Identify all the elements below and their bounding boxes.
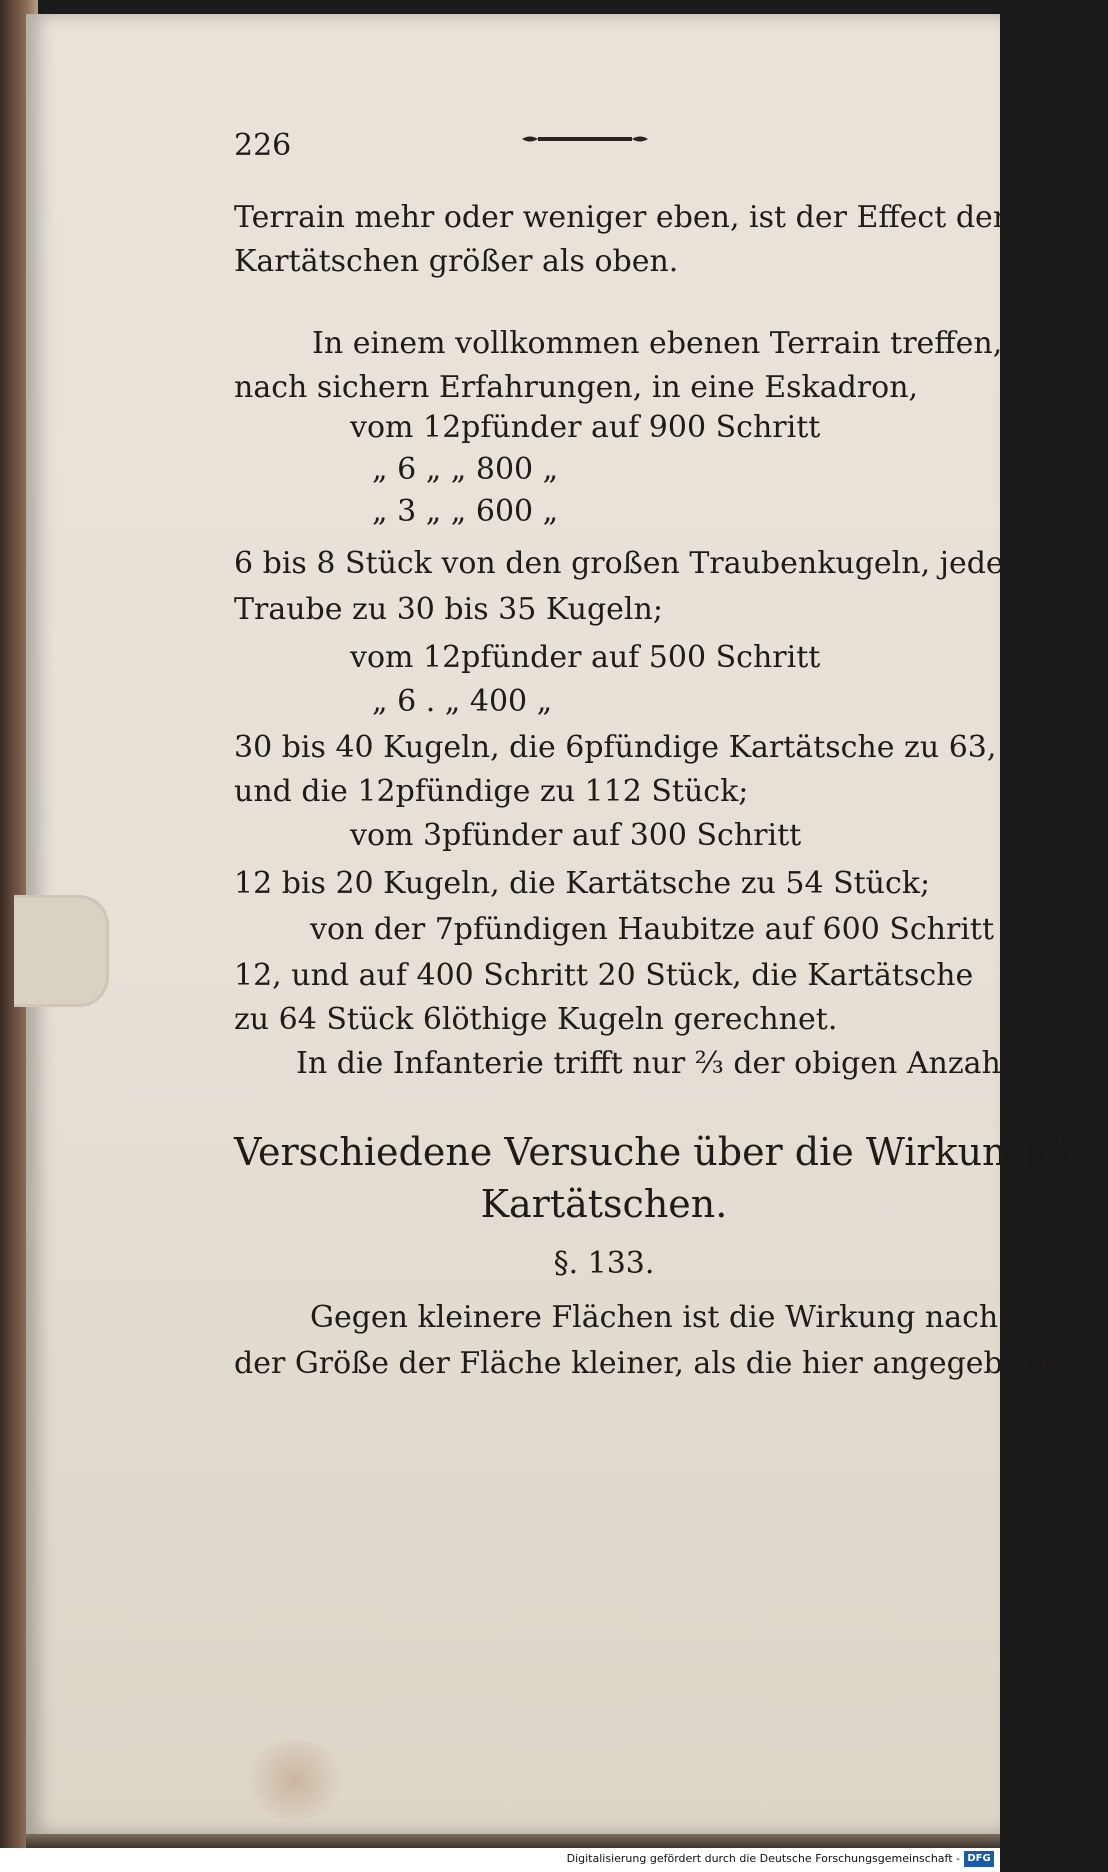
text-line: „ 6 . „ 400 „	[372, 684, 553, 719]
text-line: vom 12pfünder auf 500 Schritt	[350, 640, 821, 675]
text-line: 12 bis 20 Kugeln, die Kartätsche zu 54 Stück;	[234, 866, 931, 901]
text-line: Gegen kleinere Flächen ist die Wirkung nach	[310, 1300, 999, 1335]
page-tab-marker	[14, 895, 109, 1007]
text-line: vom 3pfünder auf 300 Schritt	[350, 818, 802, 853]
footer-credit: Digitalisierung gefördert durch die Deutsche Forschungsgemeinschaft -	[566, 1852, 960, 1865]
text-line: nach sichern Erfahrungen, in eine Eskadron,	[234, 370, 919, 405]
text-line: vom 12pfünder auf 900 Schritt	[350, 410, 821, 445]
text-line: Kartätschen größer als oben.	[234, 244, 679, 279]
header-ornament	[520, 132, 650, 146]
text-line: In einem vollkommen ebenen Terrain treffen,	[312, 326, 1003, 361]
paper-stain	[240, 1740, 350, 1820]
section-number: §. 133.	[553, 1246, 655, 1281]
text-line: „ 6 „ „ 800 „	[372, 452, 559, 487]
text-line: der Größe der Fläche kleiner, als die hier angegebene.	[234, 1346, 1068, 1381]
text-line: von der 7pfündigen Haubitze auf 600 Schritt	[310, 912, 995, 947]
dfg-logo: DFG	[964, 1851, 994, 1867]
page-number: 226	[234, 128, 292, 163]
text-line: Terrain mehr oder weniger eben, ist der Effect der	[234, 200, 1008, 235]
text-line: „ 3 „ „ 600 „	[372, 494, 559, 529]
text-line: In die Infanterie trifft nur ⅔ der obigen Anzahl.	[296, 1046, 1020, 1081]
text-line: zu 64 Stück 6löthige Kugeln gerechnet.	[234, 1002, 838, 1037]
text-line: Traube zu 30 bis 35 Kugeln;	[234, 592, 663, 627]
section-heading: Verschiedene Versuche über die Wirkung der	[234, 1130, 1108, 1174]
text-line: 12, und auf 400 Schritt 20 Stück, die Kartätsche	[234, 958, 974, 993]
section-heading-continued: Kartätschen.	[480, 1182, 728, 1226]
text-line: und die 12pfündige zu 112 Stück;	[234, 774, 749, 809]
page-bottom-edge	[26, 1834, 1000, 1848]
text-line: 30 bis 40 Kugeln, die 6pfündige Kartätsche zu 63,	[234, 730, 997, 765]
text-line: 6 bis 8 Stück von den großen Traubenkugeln, jede	[234, 546, 1004, 581]
